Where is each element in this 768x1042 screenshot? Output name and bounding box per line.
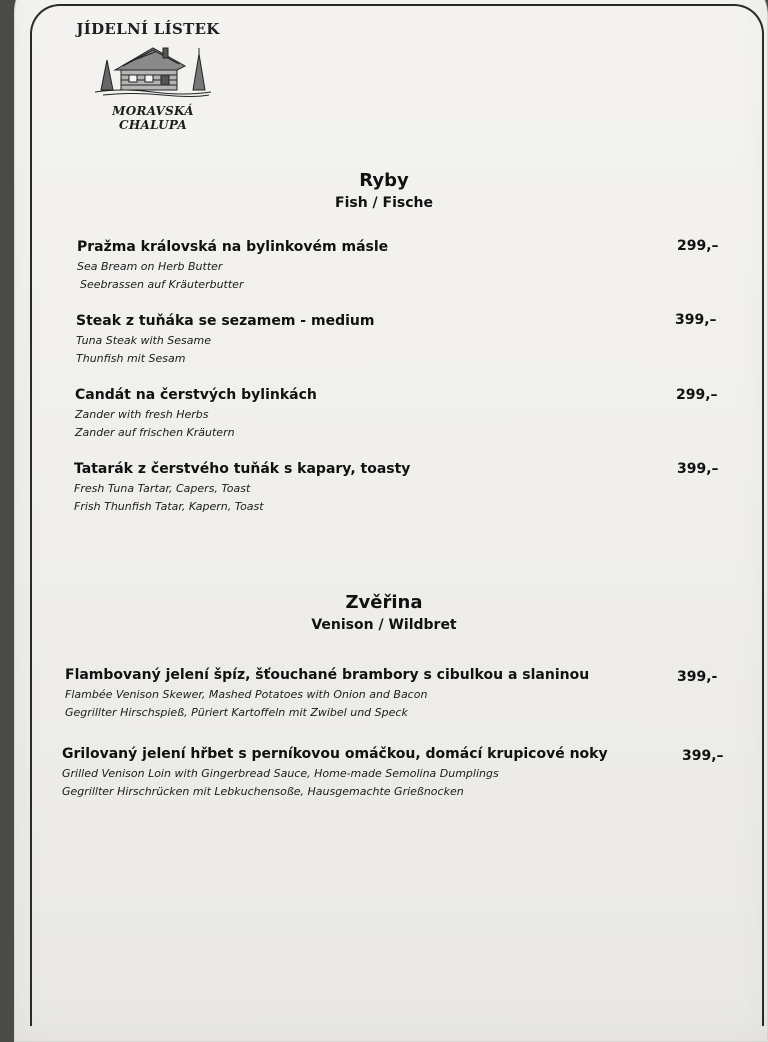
- dish-price: 399,–: [677, 461, 719, 477]
- dish-german: Thunfish mit Sesam: [76, 352, 186, 365]
- dish-name: Flambovaný jelení špíz, šťouchané brambory s cibulkou a slaninou: [65, 667, 590, 683]
- dish-german: Zander auf frischen Kräutern: [75, 426, 235, 439]
- section-subtitle: Venison / Wildbret: [311, 617, 457, 633]
- menu-item: [76, 313, 374, 365]
- dish-english: Fresh Tuna Tartar, Capers, Toast: [74, 482, 251, 495]
- dish-english: Sea Bream on Herb Butter: [77, 260, 223, 273]
- dish-english: Zander with fresh Herbs: [75, 408, 209, 421]
- dish-price: 399,–: [675, 312, 717, 328]
- menu-item: [77, 239, 388, 291]
- dish-price: 299,–: [676, 387, 718, 403]
- dish-german: Gegrillter Hirschspieß, Püriert Kartoffeln mit Zwibel und Speck: [65, 706, 408, 719]
- dish-name: Candát na čerstvých bylinkách: [75, 387, 317, 403]
- menu-item: [65, 667, 589, 719]
- dish-price: 299,–: [677, 238, 719, 254]
- dish-english: Grilled Venison Loin with Gingerbread Sauce, Home-made Semolina Dumplings: [62, 767, 499, 780]
- menu-title: JÍDELNÍ LÍSTEK: [76, 20, 220, 38]
- section-subtitle: Fish / Fische: [335, 195, 433, 211]
- dish-english: Tuna Steak with Sesame: [76, 334, 212, 347]
- dish-german: Seebrassen auf Kräuterbutter: [80, 278, 244, 291]
- menu-item: [74, 461, 410, 513]
- dish-english: Flambée Venison Skewer, Mashed Potatoes with Onion and Bacon: [65, 688, 428, 701]
- menu-page: [14, 0, 768, 1042]
- restaurant-logo: [78, 20, 228, 132]
- section-heading-venison: [0, 592, 768, 633]
- dish-german: Frish Thunfish Tatar, Kapern, Toast: [74, 500, 264, 513]
- dish-name: Steak z tuňáka se sezamem - medium: [76, 313, 375, 329]
- menu-item: [62, 746, 608, 798]
- section-title: Ryby: [359, 170, 409, 191]
- menu-item: [75, 387, 317, 439]
- dish-name: Grilovaný jelení hřbet s perníkovou omáčkou, domácí krupicové noky: [62, 746, 608, 762]
- restaurant-name: MORAVSKÁ CHALUPA: [112, 104, 194, 132]
- cottage-illustration: [93, 40, 213, 98]
- dish-name: Pražma královská na bylinkovém másle: [77, 239, 389, 255]
- dish-name: Tatarák z čerstvého tuňák s kapary, toasty: [74, 461, 411, 477]
- section-title: Zvěřina: [345, 592, 423, 613]
- dish-price: 399,-: [677, 669, 718, 685]
- dish-german: Gegrillter Hirschrücken mit Lebkuchensoße, Hausgemachte Grießnocken: [62, 785, 464, 798]
- dish-price: 399,–: [682, 748, 724, 764]
- section-heading-fish: [0, 170, 768, 211]
